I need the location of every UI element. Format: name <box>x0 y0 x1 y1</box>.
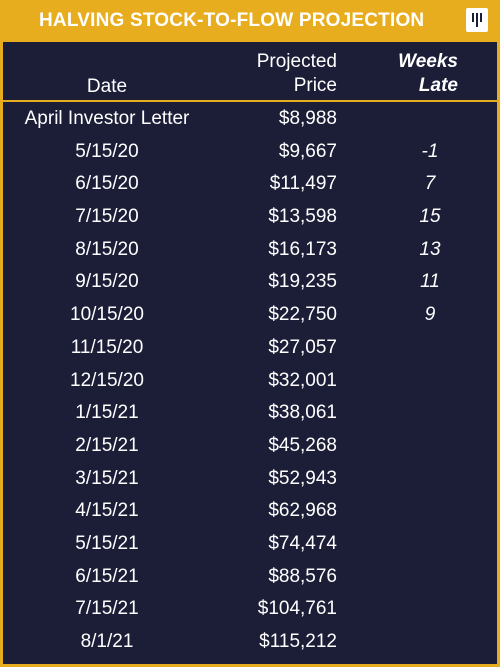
logo-icon <box>466 8 488 32</box>
cell-weeks-late: 11 <box>420 271 440 293</box>
cell-price: $27,057 <box>268 336 337 358</box>
header-weeks-late: Weeks Late <box>398 51 458 96</box>
cell-date: 3/15/21 <box>75 467 139 489</box>
cell-price: $22,750 <box>268 304 337 326</box>
cell-date: 9/15/20 <box>75 271 139 293</box>
cell-date: 8/1/21 <box>80 631 134 652</box>
table-row <box>0 625 500 658</box>
cell-weeks-late: 13 <box>419 238 441 260</box>
cell-price: $88,576 <box>268 565 337 587</box>
table-title: HALVING STOCK-TO-FLOW PROJECTION <box>39 10 425 31</box>
cell-price: $62,968 <box>268 500 337 522</box>
table-row <box>0 200 500 233</box>
cell-price: $104,761 <box>257 598 337 620</box>
cell-date: 12/15/20 <box>70 369 144 391</box>
cell-weeks-late: 9 <box>424 304 436 326</box>
cell-date: 6/15/21 <box>75 565 139 587</box>
table-row <box>0 298 500 331</box>
table-row <box>0 364 500 397</box>
cell-date: 7/15/20 <box>75 206 139 228</box>
cell-weeks-late: 15 <box>419 206 441 228</box>
cell-price: $9,667 <box>278 140 337 162</box>
cell-date: 11/15/20 <box>70 336 144 358</box>
cell-price: $74,474 <box>268 532 337 554</box>
cell-price: $16,173 <box>268 238 337 260</box>
cell-weeks-late: 7 <box>424 173 436 195</box>
table-row <box>0 331 500 364</box>
table-body <box>0 102 500 658</box>
table-row <box>0 527 500 560</box>
cell-date: 7/15/21 <box>75 598 139 620</box>
title-bar <box>0 0 500 42</box>
table-row <box>0 102 500 135</box>
cell-weeks-late: -1 <box>421 140 439 162</box>
cell-price: $11,497 <box>269 173 337 195</box>
cell-price: $52,943 <box>268 467 337 489</box>
cell-date: 2/15/21 <box>75 434 139 456</box>
cell-date: 10/15/20 <box>70 304 144 326</box>
cell-date: 8/15/20 <box>75 238 139 260</box>
table-row <box>0 560 500 593</box>
cell-price: $13,598 <box>268 206 337 228</box>
table-row <box>0 396 500 429</box>
table-row <box>0 494 500 527</box>
cell-price: $19,235 <box>268 271 337 293</box>
cell-date: 6/15/20 <box>75 173 139 195</box>
header-projected-price: Projected Price <box>256 51 337 96</box>
cell-date: 5/15/21 <box>75 532 139 554</box>
table-row <box>0 462 500 495</box>
cell-date: 4/15/21 <box>75 500 139 522</box>
table-row <box>0 233 500 266</box>
cell-date: April Investor Letter <box>24 108 190 129</box>
cell-price: $45,268 <box>268 434 337 456</box>
table-row <box>0 135 500 168</box>
cell-price: $38,061 <box>268 402 337 424</box>
cell-price: $115,212 <box>259 631 337 652</box>
cell-date: 1/15/21 <box>75 402 139 424</box>
table-row <box>0 265 500 298</box>
table-row <box>0 167 500 200</box>
cell-price: $32,001 <box>268 369 337 391</box>
cell-price: $8,988 <box>278 108 337 129</box>
table-row <box>0 429 500 462</box>
table-row <box>0 592 500 625</box>
cell-date: 5/15/20 <box>75 140 139 162</box>
